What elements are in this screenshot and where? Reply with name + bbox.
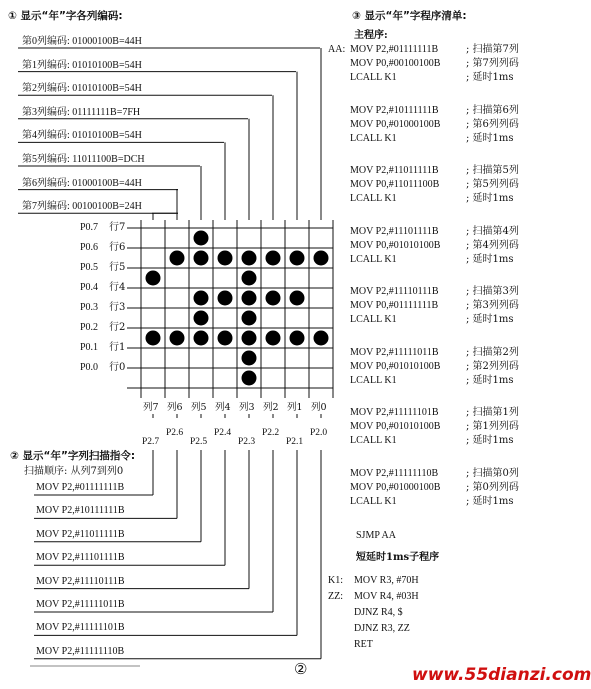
row-port-label: P0.0 [80,362,99,373]
row-label: 行0 [109,362,126,373]
program-line: MOV P2,#10111111B [350,104,439,116]
row-port-label: P0.4 [80,282,99,293]
program-comment: ; 扫描第6列 [466,104,519,116]
column-code-label: 第5列编码: 11011100B=DCH [22,154,145,165]
column-code-label: 第0列编码: 01000100B=44H [22,36,142,47]
led-dot [194,291,209,306]
led-dot [242,251,257,266]
row-port-label: P0.5 [80,262,99,273]
program-comment: ; 第2列列码 [466,360,519,372]
led-dot [290,251,305,266]
row-port-label: P0.1 [80,342,99,353]
row-label: 行6 [109,242,126,253]
program-line: MOV P0,#01000100B [350,118,441,130]
scan-order: 扫描顺序: 从列7到列0 [24,466,124,477]
scan-instruction: MOV P2,#11111011B [36,599,125,610]
led-dot [218,291,233,306]
delay-label: K1: [328,575,343,586]
col-port-label: P2.3 [238,437,256,447]
row-label: 行1 [109,342,126,353]
led-dot [290,331,305,346]
program-line: MOV P0,#01000100B [350,481,441,493]
program-comment: ; 延时1ms [466,314,514,325]
row-port-label: P0.2 [80,322,99,333]
led-dot [242,371,257,386]
program-line: MOV P0,#01010100B [350,421,441,432]
led-dot [314,251,329,266]
program-comment: ; 延时1ms [466,374,514,386]
program-line: MOV P0,#01010100B [350,360,441,372]
led-dot [194,331,209,346]
program-comment: ; 延时1ms [466,253,514,265]
row-port-label: P0.3 [80,302,99,313]
col-port-label: P2.4 [214,428,232,438]
delay-code: MOV R4, #03H [354,591,419,602]
led-dot [146,271,161,286]
program-comment: ; 延时1ms [466,132,514,144]
scan-instruction: MOV P2,#11111101B [36,622,125,634]
program-comment: ; 扫描第0列 [466,467,519,479]
delay-label: ZZ: [328,591,343,602]
section2-title: ② 显示“年”字列扫描指令: [10,450,136,462]
program-line: MOV P2,#11101111B [350,225,439,237]
led-dot [170,251,185,266]
col-label: 列3 [239,402,255,413]
program-comment: ; 扫描第2列 [466,346,519,358]
row-port-label: P0.6 [80,242,99,253]
column-code-label: 第7列编码: 00100100B=24H [22,201,142,213]
led-dot [170,331,185,346]
col-port-label: P2.6 [166,428,184,438]
scan-instruction: MOV P2,#01111111B [36,482,125,493]
watermark: www.55dianzi.com [412,665,591,685]
program-comment: ; 扫描第5列 [466,165,519,176]
scan-instruction: MOV P2,#11110111B [36,575,125,587]
program-comment: ; 扫描第3列 [466,286,519,297]
led-dot [146,331,161,346]
delay-title: 短延时1ms子程序 [356,552,440,563]
col-label: 列6 [167,402,183,413]
program-line: LCALL K1 [350,495,397,507]
led-dot [194,311,209,326]
program-comment: ; 延时1ms [466,72,514,83]
program-comment: ; 扫描第4列 [466,225,519,237]
scan-instruction: MOV P2,#11111110B [36,645,125,657]
program-line: LCALL K1 [350,374,397,386]
row-label: 行2 [109,322,126,333]
led-dot [194,231,209,246]
scan-instruction: MOV P2,#10111111B [36,505,125,517]
main-label: 主程序: [354,30,388,41]
program-comment: ; 第6列列码 [466,118,519,130]
led-dot [266,331,281,346]
program-comment: ; 第5列列码 [466,179,519,190]
program-comment: ; 第1列列码 [466,421,519,432]
col-port-label: P2.5 [190,437,208,447]
program-line: LCALL K1 [350,193,397,204]
col-port-label: P2.1 [286,437,304,447]
program-comment: ; 第4列列码 [466,239,519,251]
led-dot [314,331,329,346]
col-label: 列5 [191,402,207,413]
col-port-label: P2.7 [142,437,160,447]
program-line: MOV P2,#01111111B [350,44,439,55]
column-code-label: 第3列编码: 01111111B=7FH [22,106,141,118]
column-code-label: 第4列编码: 01010100B=54H [22,130,142,142]
col-port-label: P2.2 [262,428,280,438]
led-dot [290,291,305,306]
scan-instruction: MOV P2,#11101111B [36,552,125,564]
section1-title: ① 显示“年”字各列编码: [8,10,123,22]
program-line: LCALL K1 [350,132,397,144]
led-dot [242,331,257,346]
program-comment: ; 延时1ms [466,495,514,507]
program-comment: ; 第0列列码 [466,481,519,493]
program-line: MOV P0,#01010100B [350,239,441,251]
col-label: 列2 [263,402,279,413]
led-dot [218,331,233,346]
aa-label: AA: [328,44,346,55]
program-line: MOV P2,#11011111B [350,165,439,176]
program-line: MOV P0,#01111111B [350,300,439,311]
program-line: MOV P2,#11110111B [350,286,439,297]
program-comment: ; 延时1ms [466,193,514,204]
col-label: 列1 [287,402,303,413]
led-dot [242,291,257,306]
program-line: MOV P2,#11111101B [350,407,439,418]
program-line: MOV P0,#11011100B [350,179,440,190]
led-dot [266,251,281,266]
section3-title: ③ 显示“年”字程序清单: [352,10,467,22]
delay-code: RET [354,639,373,650]
program-comment: ; 扫描第7列 [466,44,519,55]
program-comment: ; 第7列列码 [466,58,519,69]
led-dot [218,251,233,266]
row-label: 行7 [109,222,126,233]
figure-number: ② [294,660,308,678]
program-line: LCALL K1 [350,314,397,325]
row-port-label: P0.7 [80,222,99,233]
col-label: 列7 [143,402,159,413]
delay-code: DJNZ R3, ZZ [354,623,410,634]
row-label: 行3 [109,302,126,313]
program-line: LCALL K1 [350,435,397,446]
scan-instruction: MOV P2,#11011111B [36,528,125,540]
program-line: MOV P2,#11111110B [350,467,439,479]
column-code-label: 第6列编码: 01000100B=44H [22,177,142,189]
row-label: 行4 [109,282,126,293]
program-line: LCALL K1 [350,253,397,265]
delay-code: MOV R3, #70H [354,575,419,586]
col-port-label: P2.0 [310,428,328,438]
col-label: 列4 [215,402,231,413]
led-dot [242,271,257,286]
led-dot [242,311,257,326]
column-code-label: 第1列编码: 01010100B=54H [22,59,142,71]
program-line: MOV P2,#11111011B [350,346,439,358]
sjmp-line: SJMP AA [356,530,396,541]
col-label: 列0 [311,402,327,413]
program-comment: ; 延时1ms [466,435,514,446]
delay-code: DJNZ R4, $ [354,607,403,618]
column-code-label: 第2列编码: 01010100B=54H [22,83,142,95]
row-label: 行5 [109,262,126,273]
program-comment: ; 第3列列码 [466,300,519,311]
led-dot [266,291,281,306]
program-line: LCALL K1 [350,72,397,83]
led-dot [242,351,257,366]
program-line: MOV P0,#00100100B [350,58,441,69]
led-dot [194,251,209,266]
program-comment: ; 扫描第1列 [466,407,519,418]
